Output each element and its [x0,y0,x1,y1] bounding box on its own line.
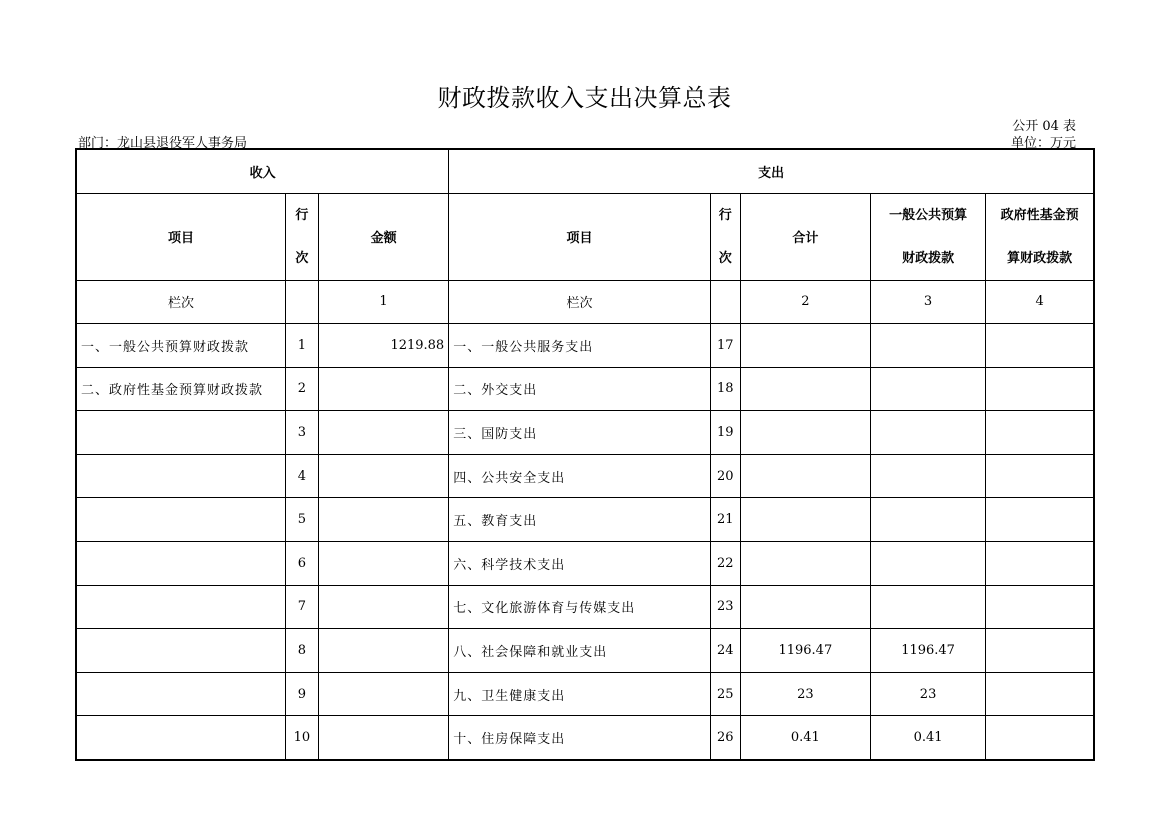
budget-table [75,148,1095,761]
total-cell: 23 [740,672,870,716]
col-index-amount: 1 [318,280,448,324]
table-row [76,367,1094,411]
income-amount-cell [318,542,448,586]
income-item-cell [76,498,285,542]
total-cell [740,411,870,455]
total-cell [740,542,870,586]
table-row [76,498,1094,542]
income-amount-cell [318,454,448,498]
expense-item-cell: 三、国防支出 [449,411,710,455]
row-no-line2: 次 [295,250,309,266]
col-index-blank [710,280,740,324]
income-item-cell [76,585,285,629]
expense-item-cell: 八、社会保障和就业支出 [449,629,710,673]
income-item-cell [76,542,285,586]
income-amount-cell [318,585,448,629]
col-index-right-label: 栏次 [449,280,710,324]
expense-item-cell: 五、教育支出 [449,498,710,542]
expense-item-cell: 一、一般公共服务支出 [449,324,710,368]
expense-row-no-cell: 18 [710,367,740,411]
income-row-no-cell: 9 [285,672,318,716]
income-row-no-cell: 2 [285,367,318,411]
fund-budget-cell [986,629,1094,673]
income-row-no-cell: 7 [285,585,318,629]
expense-row-no-cell: 24 [710,629,740,673]
expense-row-no-cell: 20 [710,454,740,498]
col-index-general: 3 [870,280,985,324]
general-budget-cell [870,454,985,498]
general-budget-header [870,193,985,280]
fund-budget-cell [986,454,1094,498]
table-row [76,672,1094,716]
income-amount-cell: 1219.88 [318,324,448,368]
expense-item-cell: 十、住房保障支出 [449,716,710,760]
general-budget-cell [870,411,985,455]
general-line2: 财政拨款 [902,250,955,266]
general-budget-cell [870,324,985,368]
header-row-columns [76,193,1094,280]
table-row [76,324,1094,368]
general-budget-cell [870,585,985,629]
income-amount-header: 金额 [318,193,448,280]
col-index-blank [285,280,318,324]
income-amount-cell [318,498,448,542]
income-amount-cell [318,629,448,673]
expense-item-cell: 九、卫生健康支出 [449,672,710,716]
expense-item-cell: 六、科学技术支出 [449,542,710,586]
expense-row-no-header [710,193,740,280]
total-cell: 0.41 [740,716,870,760]
general-line1: 一般公共预算 [889,207,968,223]
row-no-line2: 次 [718,250,732,266]
total-cell [740,367,870,411]
total-header: 合计 [740,193,870,280]
expense-item-header: 项目 [449,193,710,280]
fund-budget-cell [986,585,1094,629]
income-item-cell [76,672,285,716]
total-cell [740,498,870,542]
income-row-no-cell: 1 [285,324,318,368]
table-row [76,585,1094,629]
fund-budget-cell [986,542,1094,586]
table-row [76,716,1094,760]
total-cell [740,585,870,629]
expense-item-cell: 二、外交支出 [449,367,710,411]
total-cell: 1196.47 [740,629,870,673]
data-rows [76,324,1094,760]
row-no-line1: 行 [718,207,732,223]
income-row-no-cell: 10 [285,716,318,760]
expense-item-cell: 七、文化旅游体育与传媒支出 [449,585,710,629]
col-index-left-label: 栏次 [76,280,285,324]
general-budget-cell: 23 [870,672,985,716]
expense-item-cell: 四、公共安全支出 [449,454,710,498]
general-budget-cell [870,367,985,411]
fund-line1: 政府性基金预 [1000,207,1079,223]
income-item-cell: 一、一般公共预算财政拨款 [76,324,285,368]
expense-header: 支出 [449,149,1094,193]
income-item-cell [76,716,285,760]
table-row [76,411,1094,455]
income-item-cell: 二、政府性基金预算财政拨款 [76,367,285,411]
table-row [76,542,1094,586]
fund-budget-cell [986,498,1094,542]
department-label: 部门：龙山县退役军人事务局 [78,136,248,151]
expense-row-no-cell: 23 [710,585,740,629]
fund-budget-header [986,193,1094,280]
fund-budget-cell [986,411,1094,455]
fund-budget-cell [986,716,1094,760]
expense-row-no-cell: 22 [710,542,740,586]
income-row-no-cell: 4 [285,454,318,498]
page-title: 财政拨款收入支出决算总表 [437,84,732,112]
form-number: 公开 04 表 [1012,119,1076,134]
income-row-no-cell: 8 [285,629,318,673]
income-row-no-cell: 5 [285,498,318,542]
general-budget-cell [870,498,985,542]
income-item-cell [76,454,285,498]
income-amount-cell [318,716,448,760]
fund-line2: 算财政拨款 [1007,250,1073,266]
column-index-row [76,280,1094,324]
expense-row-no-cell: 19 [710,411,740,455]
total-cell [740,454,870,498]
table-row [76,629,1094,673]
income-row-no-cell: 6 [285,542,318,586]
col-index-fund: 4 [986,280,1094,324]
expense-row-no-cell: 26 [710,716,740,760]
income-row-no-header [285,193,318,280]
income-item-header: 项目 [76,193,285,280]
fund-budget-cell [986,324,1094,368]
income-header: 收入 [76,149,449,193]
header-row-top [76,149,1094,193]
expense-row-no-cell: 17 [710,324,740,368]
fund-budget-cell [986,672,1094,716]
income-amount-cell [318,367,448,411]
income-item-cell [76,629,285,673]
col-index-total: 2 [740,280,870,324]
unit-label: 单位：万元 [1010,136,1076,151]
row-no-line1: 行 [295,207,309,223]
income-amount-cell [318,411,448,455]
income-row-no-cell: 3 [285,411,318,455]
general-budget-cell: 1196.47 [870,629,985,673]
income-item-cell [76,411,285,455]
table-row [76,454,1094,498]
general-budget-cell: 0.41 [870,716,985,760]
expense-row-no-cell: 25 [710,672,740,716]
income-amount-cell [318,672,448,716]
expense-row-no-cell: 21 [710,498,740,542]
general-budget-cell [870,542,985,586]
fund-budget-cell [986,367,1094,411]
total-cell [740,324,870,368]
